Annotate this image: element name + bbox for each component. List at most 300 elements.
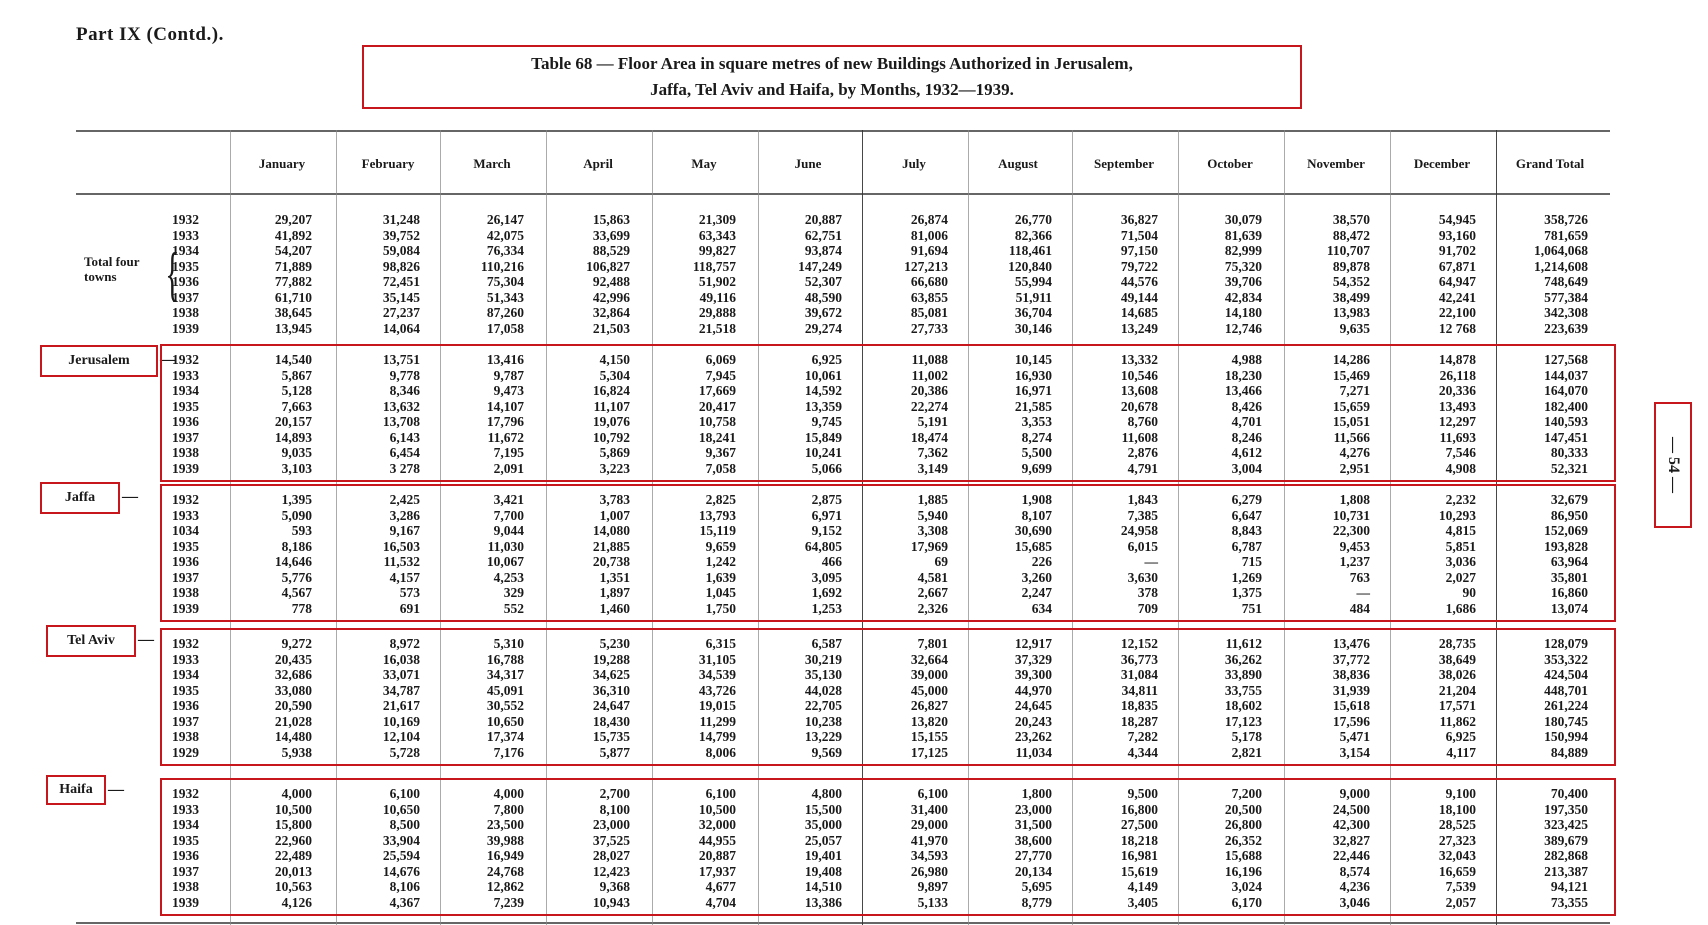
column-header: December bbox=[1413, 156, 1471, 171]
value-cell: 20,134 bbox=[1014, 863, 1052, 879]
value-cell: 16,971 bbox=[1014, 383, 1052, 398]
value-cell: 3,308 bbox=[917, 523, 948, 538]
value-cell: 89,878 bbox=[1332, 258, 1370, 274]
value-cell: 9,368 bbox=[599, 879, 630, 894]
table-row bbox=[0, 461, 1708, 476]
value-cell: 2,091 bbox=[493, 460, 524, 476]
value-cell: 30,690 bbox=[1014, 523, 1052, 538]
value-cell: 22,705 bbox=[804, 698, 842, 713]
value-cell: 34,539 bbox=[698, 667, 736, 682]
value-cell: 466 bbox=[821, 554, 842, 569]
value-cell: 15,688 bbox=[1224, 848, 1262, 863]
value-cell: 64,805 bbox=[804, 538, 842, 554]
value-cell: 14,646 bbox=[274, 554, 312, 569]
year-cell: 1929 bbox=[172, 744, 199, 760]
table-title-line2: Jaffa, Tel Aviv and Haifa, by Months, 1932—1939. bbox=[650, 80, 1014, 99]
grand-total-cell: 144,037 bbox=[1544, 367, 1588, 383]
brace-icon: { bbox=[165, 241, 180, 307]
grand-total-cell: 261,224 bbox=[1544, 698, 1588, 713]
value-cell: 6,015 bbox=[1127, 538, 1158, 554]
value-cell: 9,745 bbox=[811, 414, 842, 429]
value-cell: 67,871 bbox=[1438, 258, 1476, 274]
grand-total-cell: 86,950 bbox=[1550, 507, 1588, 523]
value-cell: 18,241 bbox=[698, 429, 736, 445]
value-cell: 33,699 bbox=[592, 227, 630, 243]
value-cell: 72,451 bbox=[382, 274, 420, 289]
value-cell: 17,123 bbox=[1224, 713, 1262, 729]
year-cell: 1935 bbox=[172, 538, 199, 554]
value-cell: 44,576 bbox=[1120, 274, 1158, 289]
value-cell: 19,015 bbox=[698, 698, 736, 713]
value-cell: 4,126 bbox=[281, 894, 312, 910]
value-cell: 39,988 bbox=[486, 832, 524, 848]
year-cell: 1034 bbox=[172, 523, 199, 538]
table-row bbox=[0, 305, 1708, 320]
value-cell: 13,983 bbox=[1332, 305, 1370, 320]
grand-total-cell: 353,322 bbox=[1544, 651, 1588, 667]
value-cell: 3,260 bbox=[1021, 569, 1052, 585]
value-cell: 27,237 bbox=[382, 305, 420, 320]
value-cell: 4,612 bbox=[1231, 445, 1262, 460]
value-cell: 34,811 bbox=[1121, 682, 1158, 698]
value-cell: 13,229 bbox=[804, 729, 842, 744]
value-cell: 763 bbox=[1349, 569, 1370, 585]
value-cell: 20,417 bbox=[698, 398, 736, 414]
value-cell: 5,776 bbox=[281, 569, 312, 585]
value-cell: 5,304 bbox=[599, 367, 630, 383]
value-cell: 8,100 bbox=[599, 801, 630, 817]
grand-total-cell: 84,889 bbox=[1550, 744, 1588, 760]
value-cell: 7,945 bbox=[705, 367, 736, 383]
value-cell: 1,897 bbox=[599, 585, 630, 600]
value-cell: 8,006 bbox=[705, 744, 736, 760]
value-cell: 2,951 bbox=[1339, 460, 1370, 476]
value-cell: 91,694 bbox=[910, 243, 948, 258]
header-rule bbox=[76, 193, 1610, 195]
value-cell: 14,878 bbox=[1438, 352, 1476, 367]
value-cell: 17,669 bbox=[698, 383, 736, 398]
value-cell: 1,253 bbox=[811, 600, 842, 616]
value-cell: 7,176 bbox=[493, 744, 524, 760]
value-cell: 38,600 bbox=[1014, 832, 1052, 848]
value-cell: 4,276 bbox=[1339, 445, 1370, 460]
value-cell: 3,046 bbox=[1339, 894, 1370, 910]
year-cell: 1933 bbox=[172, 507, 199, 523]
value-cell: 14,080 bbox=[592, 523, 630, 538]
value-cell: 38,570 bbox=[1332, 212, 1370, 227]
grand-total-cell: 35,801 bbox=[1550, 569, 1588, 585]
value-cell: 7,546 bbox=[1445, 445, 1476, 460]
year-cell: 1933 bbox=[172, 367, 199, 383]
value-cell: 10,169 bbox=[382, 713, 420, 729]
value-cell: 6,100 bbox=[705, 786, 736, 801]
value-cell: 71,504 bbox=[1120, 227, 1158, 243]
value-cell: 15,500 bbox=[804, 801, 842, 817]
table-row bbox=[0, 212, 1708, 227]
value-cell: 64,947 bbox=[1438, 274, 1476, 289]
value-cell: 79,722 bbox=[1120, 258, 1158, 274]
value-cell: 27,770 bbox=[1014, 848, 1052, 863]
value-cell: 8,346 bbox=[389, 383, 420, 398]
column-header: August bbox=[998, 156, 1038, 171]
value-cell: 76,334 bbox=[486, 243, 524, 258]
value-cell: 13,359 bbox=[804, 398, 842, 414]
value-cell: 13,476 bbox=[1332, 636, 1370, 651]
value-cell: 29,000 bbox=[910, 817, 948, 832]
value-cell: 23,000 bbox=[592, 817, 630, 832]
bottom-rule bbox=[76, 922, 1610, 924]
value-cell: 8,186 bbox=[281, 538, 312, 554]
value-cell: 6,315 bbox=[705, 636, 736, 651]
value-cell: 26,770 bbox=[1014, 212, 1052, 227]
table-title bbox=[362, 45, 1302, 109]
value-cell: 32,043 bbox=[1438, 848, 1476, 863]
value-cell: 16,503 bbox=[382, 538, 420, 554]
value-cell: 51,911 bbox=[1015, 289, 1052, 305]
year-cell: 1935 bbox=[172, 258, 199, 274]
table-row bbox=[0, 399, 1708, 414]
grand-total-cell: 127,568 bbox=[1544, 352, 1588, 367]
grand-total-cell: 358,726 bbox=[1544, 212, 1588, 227]
grand-total-cell: 94,121 bbox=[1550, 879, 1588, 894]
value-cell: 39,000 bbox=[910, 667, 948, 682]
year-cell: 1932 bbox=[172, 492, 199, 507]
value-cell: 91,702 bbox=[1438, 243, 1476, 258]
value-cell: 3,223 bbox=[599, 460, 630, 476]
value-cell: 36,310 bbox=[592, 682, 630, 698]
year-cell: 1937 bbox=[172, 713, 199, 729]
group-label: Jerusalem bbox=[68, 353, 130, 368]
value-cell: 29,207 bbox=[274, 212, 312, 227]
value-cell: 44,028 bbox=[804, 682, 842, 698]
column-header: March bbox=[473, 156, 511, 171]
value-cell: 7,385 bbox=[1127, 507, 1158, 523]
value-cell: 16,196 bbox=[1224, 863, 1262, 879]
value-cell: 1,045 bbox=[705, 585, 736, 600]
value-cell: 147,249 bbox=[798, 258, 842, 274]
value-cell: 20,013 bbox=[274, 863, 312, 879]
value-cell: 4,815 bbox=[1445, 523, 1476, 538]
value-cell: 4,150 bbox=[599, 352, 630, 367]
value-cell: 9,897 bbox=[917, 879, 948, 894]
value-cell: 10,943 bbox=[592, 894, 630, 910]
value-cell: 22,100 bbox=[1438, 305, 1476, 320]
value-cell: 8,779 bbox=[1021, 894, 1052, 910]
value-cell: 34,317 bbox=[486, 667, 524, 682]
value-cell: 15,469 bbox=[1332, 367, 1370, 383]
value-cell: 42,075 bbox=[486, 227, 524, 243]
value-cell: 110,216 bbox=[480, 258, 524, 274]
value-cell: 5,066 bbox=[811, 460, 842, 476]
value-cell: 45,091 bbox=[486, 682, 524, 698]
year-cell: 1933 bbox=[172, 227, 199, 243]
value-cell: 2,825 bbox=[705, 492, 736, 507]
value-cell: 4,117 bbox=[1446, 744, 1476, 760]
value-cell: 24,500 bbox=[1332, 801, 1370, 817]
value-cell: 378 bbox=[1137, 585, 1158, 600]
column-header: May bbox=[691, 156, 717, 171]
value-cell: 10,650 bbox=[382, 801, 420, 817]
value-cell: 7,195 bbox=[493, 445, 524, 460]
value-cell: 2,247 bbox=[1021, 585, 1052, 600]
group-label: Total four towns bbox=[84, 254, 140, 284]
year-cell: 1936 bbox=[172, 698, 199, 713]
year-cell: 1936 bbox=[172, 274, 199, 289]
table-row bbox=[0, 492, 1708, 507]
value-cell: 634 bbox=[1031, 600, 1052, 616]
value-cell: 5,310 bbox=[493, 636, 524, 651]
value-cell: 2,232 bbox=[1445, 492, 1476, 507]
value-cell: 9,659 bbox=[705, 538, 736, 554]
value-cell: 9,500 bbox=[1127, 786, 1158, 801]
value-cell: 15,685 bbox=[1014, 538, 1052, 554]
value-cell: 110,707 bbox=[1326, 243, 1370, 258]
value-cell: 17,374 bbox=[486, 729, 524, 744]
year-cell: 1936 bbox=[172, 848, 199, 863]
value-cell: 7,663 bbox=[281, 398, 312, 414]
top-rule bbox=[76, 130, 1610, 132]
value-cell: 127,213 bbox=[904, 258, 948, 274]
value-cell: — bbox=[1144, 554, 1158, 569]
value-cell: 9,167 bbox=[389, 523, 420, 538]
grand-total-cell: 73,355 bbox=[1550, 894, 1588, 910]
value-cell: 4,000 bbox=[281, 786, 312, 801]
value-cell: 5,869 bbox=[599, 445, 630, 460]
table-row bbox=[0, 714, 1708, 729]
value-cell: 31,105 bbox=[698, 651, 736, 667]
value-cell: 329 bbox=[503, 585, 524, 600]
value-cell: 30,552 bbox=[486, 698, 524, 713]
value-cell: 5,940 bbox=[917, 507, 948, 523]
value-cell: 691 bbox=[399, 600, 420, 616]
part-heading: Part IX (Contd.). bbox=[76, 24, 224, 45]
value-cell: 38,499 bbox=[1332, 289, 1370, 305]
value-cell: 17,969 bbox=[910, 538, 948, 554]
year-cell: 1934 bbox=[172, 817, 199, 832]
value-cell: 15,619 bbox=[1120, 863, 1158, 879]
value-cell: 1,375 bbox=[1231, 585, 1262, 600]
value-cell: 15,119 bbox=[699, 523, 736, 538]
value-cell: 43,726 bbox=[698, 682, 736, 698]
value-cell: 18,602 bbox=[1224, 698, 1262, 713]
value-cell: 33,904 bbox=[382, 832, 420, 848]
value-cell: 38,026 bbox=[1438, 667, 1476, 682]
value-cell: 778 bbox=[291, 600, 312, 616]
year-cell: 1939 bbox=[172, 320, 199, 336]
value-cell: 3,286 bbox=[389, 507, 420, 523]
table-row bbox=[0, 601, 1708, 616]
value-cell: 32,827 bbox=[1332, 832, 1370, 848]
value-cell: 3 278 bbox=[389, 460, 420, 476]
value-cell: 7,058 bbox=[705, 460, 736, 476]
value-cell: 42,834 bbox=[1224, 289, 1262, 305]
value-cell: 16,788 bbox=[486, 651, 524, 667]
value-cell: 38,645 bbox=[274, 305, 312, 320]
value-cell: 22,489 bbox=[274, 848, 312, 863]
value-cell: 1,237 bbox=[1339, 554, 1370, 569]
value-cell: 11,862 bbox=[1439, 713, 1476, 729]
value-cell: 19,401 bbox=[804, 848, 842, 863]
value-cell: 13,820 bbox=[910, 713, 948, 729]
value-cell: 21,585 bbox=[1014, 398, 1052, 414]
grand-total-cell: 323,425 bbox=[1544, 817, 1588, 832]
value-cell: 32,864 bbox=[592, 305, 630, 320]
value-cell: 27,500 bbox=[1120, 817, 1158, 832]
value-cell: 71,889 bbox=[274, 258, 312, 274]
value-cell: 39,300 bbox=[1014, 667, 1052, 682]
value-cell: 29,888 bbox=[698, 305, 736, 320]
value-cell: 15,735 bbox=[592, 729, 630, 744]
value-cell: 5,867 bbox=[281, 367, 312, 383]
grand-total-cell: 577,384 bbox=[1544, 289, 1588, 305]
value-cell: 13,793 bbox=[698, 507, 736, 523]
column-header: October bbox=[1207, 156, 1253, 171]
value-cell: 5,128 bbox=[281, 383, 312, 398]
column-header: November bbox=[1307, 156, 1365, 171]
value-cell: 4,000 bbox=[493, 786, 524, 801]
table-row bbox=[0, 786, 1708, 801]
value-cell: 75,320 bbox=[1224, 258, 1262, 274]
value-cell: 9,778 bbox=[389, 367, 420, 383]
year-cell: 1934 bbox=[172, 667, 199, 682]
value-cell: 2,876 bbox=[1127, 445, 1158, 460]
grand-total-cell: 197,350 bbox=[1544, 801, 1588, 817]
value-cell: 118,757 bbox=[692, 258, 736, 274]
value-cell: 20,435 bbox=[274, 651, 312, 667]
value-cell: 16,930 bbox=[1014, 367, 1052, 383]
value-cell: 3,421 bbox=[493, 492, 524, 507]
value-cell: 12,917 bbox=[1014, 636, 1052, 651]
value-cell: 4,908 bbox=[1445, 460, 1476, 476]
value-cell: 45,000 bbox=[910, 682, 948, 698]
table-row bbox=[0, 352, 1708, 367]
value-cell: 5,230 bbox=[599, 636, 630, 651]
value-cell: 31,400 bbox=[910, 801, 948, 817]
value-cell: 20,678 bbox=[1120, 398, 1158, 414]
value-cell: 1,800 bbox=[1021, 786, 1052, 801]
table-row bbox=[0, 698, 1708, 713]
value-cell: 4,344 bbox=[1127, 744, 1158, 760]
year-cell: 1935 bbox=[172, 398, 199, 414]
value-cell: 3,353 bbox=[1021, 414, 1052, 429]
value-cell: 18,100 bbox=[1438, 801, 1476, 817]
value-cell: 5,851 bbox=[1445, 538, 1476, 554]
value-cell: 37,329 bbox=[1014, 651, 1052, 667]
table-row bbox=[0, 259, 1708, 274]
grand-total-cell: 52,321 bbox=[1550, 460, 1588, 476]
value-cell: 13,945 bbox=[274, 320, 312, 336]
value-cell: 7,239 bbox=[493, 894, 524, 910]
value-cell: 11,608 bbox=[1121, 429, 1158, 445]
value-cell: 10,758 bbox=[698, 414, 736, 429]
value-cell: 118,461 bbox=[1008, 243, 1052, 258]
value-cell: 28,525 bbox=[1438, 817, 1476, 832]
table-row bbox=[0, 848, 1708, 863]
grand-total-cell: 128,079 bbox=[1544, 636, 1588, 651]
year-cell: 1933 bbox=[172, 651, 199, 667]
value-cell: 11,566 bbox=[1333, 429, 1370, 445]
value-cell: 17,796 bbox=[486, 414, 524, 429]
group-label: Tel Aviv bbox=[67, 633, 115, 648]
value-cell: 1,351 bbox=[599, 569, 630, 585]
value-cell: 20,887 bbox=[804, 212, 842, 227]
grand-total-cell: 164,070 bbox=[1544, 383, 1588, 398]
value-cell: 85,081 bbox=[910, 305, 948, 320]
value-cell: 593 bbox=[291, 523, 312, 538]
value-cell: 21,518 bbox=[698, 320, 736, 336]
value-cell: 4,701 bbox=[1231, 414, 1262, 429]
connector-dash: — bbox=[160, 351, 176, 368]
value-cell: 34,593 bbox=[910, 848, 948, 863]
value-cell: 87,260 bbox=[486, 305, 524, 320]
value-cell: 4,236 bbox=[1339, 879, 1370, 894]
value-cell: 16,981 bbox=[1120, 848, 1158, 863]
value-cell: 14,893 bbox=[274, 429, 312, 445]
value-cell: 36,773 bbox=[1120, 651, 1158, 667]
value-cell: 1,686 bbox=[1445, 600, 1476, 616]
value-cell: 48,590 bbox=[804, 289, 842, 305]
value-cell: 5,090 bbox=[281, 507, 312, 523]
value-cell: 10,293 bbox=[1438, 507, 1476, 523]
value-cell: 23,262 bbox=[1014, 729, 1052, 744]
value-cell: 6,971 bbox=[811, 507, 842, 523]
table-row bbox=[0, 554, 1708, 569]
value-cell: 14,480 bbox=[274, 729, 312, 744]
value-cell: 24,647 bbox=[592, 698, 630, 713]
value-cell: 38,649 bbox=[1438, 651, 1476, 667]
value-cell: 19,288 bbox=[592, 651, 630, 667]
value-cell: 30,219 bbox=[804, 651, 842, 667]
year-cell: 1938 bbox=[172, 729, 199, 744]
value-cell: 8,426 bbox=[1231, 398, 1262, 414]
value-cell: 17,571 bbox=[1438, 698, 1476, 713]
grand-total-cell: 13,074 bbox=[1550, 600, 1588, 616]
value-cell: 14,064 bbox=[382, 320, 420, 336]
value-cell: 22,274 bbox=[910, 398, 948, 414]
value-cell: 15,618 bbox=[1332, 698, 1370, 713]
value-cell: 26,800 bbox=[1224, 817, 1262, 832]
value-cell: 18,287 bbox=[1120, 713, 1158, 729]
value-cell: 10,650 bbox=[486, 713, 524, 729]
value-cell: 90 bbox=[1462, 585, 1476, 600]
value-cell: 66,680 bbox=[910, 274, 948, 289]
value-cell: 20,243 bbox=[1014, 713, 1052, 729]
value-cell: 49,116 bbox=[699, 289, 736, 305]
value-cell: 34,625 bbox=[592, 667, 630, 682]
table-row bbox=[0, 508, 1708, 523]
value-cell: 18,230 bbox=[1224, 367, 1262, 383]
value-cell: 4,704 bbox=[705, 894, 736, 910]
value-cell: 10,546 bbox=[1120, 367, 1158, 383]
table-row bbox=[0, 879, 1708, 894]
value-cell: 35,130 bbox=[804, 667, 842, 682]
value-cell: 1,908 bbox=[1021, 492, 1052, 507]
value-cell: 26,147 bbox=[486, 212, 524, 227]
table-row bbox=[0, 864, 1708, 879]
value-cell: 10,145 bbox=[1014, 352, 1052, 367]
value-cell: 1,007 bbox=[599, 507, 630, 523]
column-header: February bbox=[361, 156, 415, 171]
value-cell: 93,160 bbox=[1438, 227, 1476, 243]
value-cell: 88,529 bbox=[592, 243, 630, 258]
table-row bbox=[0, 414, 1708, 429]
value-cell: 31,248 bbox=[382, 212, 420, 227]
value-cell: 31,084 bbox=[1120, 667, 1158, 682]
year-cell: 1932 bbox=[172, 352, 199, 367]
value-cell: 49,144 bbox=[1120, 289, 1158, 305]
value-cell: 31,500 bbox=[1014, 817, 1052, 832]
value-cell: 62,751 bbox=[804, 227, 842, 243]
